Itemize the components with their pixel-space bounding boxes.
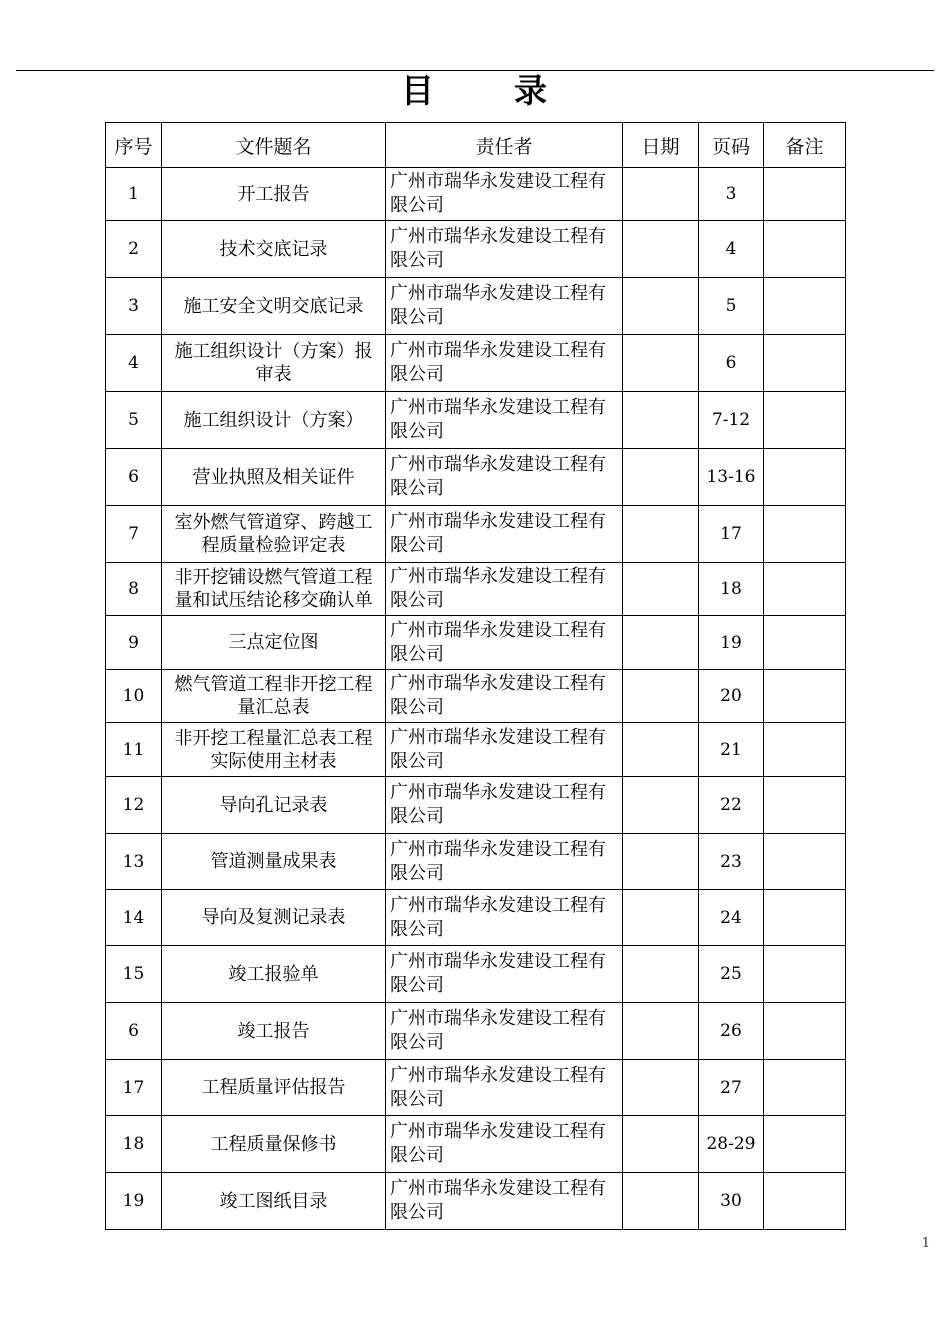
cell-note xyxy=(764,506,846,563)
cell-date xyxy=(623,506,699,563)
cell-title: 非开挖铺设燃气管道工程量和试压结论移交确认单 xyxy=(162,563,386,616)
table-row xyxy=(106,168,846,221)
cell-page: 18 xyxy=(699,563,764,616)
cell-responsible: 广州市瑞华永发建设工程有限公司 xyxy=(386,1116,623,1173)
cell-title: 燃气管道工程非开挖工程量汇总表 xyxy=(162,670,386,723)
cell-date xyxy=(623,616,699,670)
cell-responsible: 广州市瑞华永发建设工程有限公司 xyxy=(386,834,623,890)
cell-responsible: 广州市瑞华永发建设工程有限公司 xyxy=(386,392,623,449)
header-no: 序号 xyxy=(106,123,162,168)
cell-date xyxy=(623,168,699,221)
cell-no: 18 xyxy=(106,1116,162,1173)
cell-no: 12 xyxy=(106,777,162,834)
cell-date xyxy=(623,278,699,335)
header-responsible: 责任者 xyxy=(386,123,623,168)
cell-page: 30 xyxy=(699,1173,764,1230)
cell-title: 施工组织设计（方案）报审表 xyxy=(162,335,386,392)
cell-title: 室外燃气管道穿、跨越工程质量检验评定表 xyxy=(162,506,386,563)
cell-no: 1 xyxy=(106,168,162,221)
header-date: 日期 xyxy=(623,123,699,168)
cell-date xyxy=(623,1173,699,1230)
cell-title: 施工安全文明交底记录 xyxy=(162,278,386,335)
cell-note xyxy=(764,723,846,777)
cell-title: 竣工图纸目录 xyxy=(162,1173,386,1230)
cell-page: 20 xyxy=(699,670,764,723)
cell-page: 13-16 xyxy=(699,449,764,506)
table-row xyxy=(106,890,846,946)
cell-page: 3 xyxy=(699,168,764,221)
cell-no: 4 xyxy=(106,335,162,392)
cell-responsible: 广州市瑞华永发建设工程有限公司 xyxy=(386,616,623,670)
cell-date xyxy=(623,946,699,1003)
cell-note xyxy=(764,1003,846,1060)
cell-no: 19 xyxy=(106,1173,162,1230)
cell-date xyxy=(623,890,699,946)
cell-no: 2 xyxy=(106,221,162,278)
cell-note xyxy=(764,890,846,946)
table-row xyxy=(106,834,846,890)
cell-date xyxy=(623,449,699,506)
cell-title: 非开挖工程量汇总表工程实际使用主材表 xyxy=(162,723,386,777)
header-note: 备注 xyxy=(764,123,846,168)
cell-page: 24 xyxy=(699,890,764,946)
cell-no: 6 xyxy=(106,1003,162,1060)
cell-note xyxy=(764,1173,846,1230)
page-title-char-2: 录 xyxy=(514,70,549,110)
cell-date xyxy=(623,563,699,616)
cell-page: 26 xyxy=(699,1003,764,1060)
cell-no: 10 xyxy=(106,670,162,723)
cell-no: 15 xyxy=(106,946,162,1003)
cell-note xyxy=(764,1116,846,1173)
cell-responsible: 广州市瑞华永发建设工程有限公司 xyxy=(386,670,623,723)
cell-page: 22 xyxy=(699,777,764,834)
cell-page: 23 xyxy=(699,834,764,890)
cell-note xyxy=(764,563,846,616)
page-title xyxy=(0,64,950,112)
cell-responsible: 广州市瑞华永发建设工程有限公司 xyxy=(386,723,623,777)
cell-date xyxy=(623,1003,699,1060)
cell-no: 11 xyxy=(106,723,162,777)
cell-no: 9 xyxy=(106,616,162,670)
cell-note xyxy=(764,168,846,221)
header-title: 文件题名 xyxy=(162,123,386,168)
cell-responsible: 广州市瑞华永发建设工程有限公司 xyxy=(386,1173,623,1230)
cell-page: 27 xyxy=(699,1060,764,1116)
table-row xyxy=(106,777,846,834)
cell-page: 4 xyxy=(699,221,764,278)
cell-no: 14 xyxy=(106,890,162,946)
cell-title: 开工报告 xyxy=(162,168,386,221)
cell-responsible: 广州市瑞华永发建设工程有限公司 xyxy=(386,335,623,392)
table-row xyxy=(106,1173,846,1230)
cell-note xyxy=(764,278,846,335)
page-title-char-1: 目 xyxy=(401,70,436,110)
cell-page: 5 xyxy=(699,278,764,335)
cell-page: 17 xyxy=(699,506,764,563)
cell-page: 7-12 xyxy=(699,392,764,449)
cell-date xyxy=(623,834,699,890)
header-page: 页码 xyxy=(699,123,764,168)
table-row xyxy=(106,506,846,563)
cell-page: 21 xyxy=(699,723,764,777)
table-row xyxy=(106,1116,846,1173)
cell-responsible: 广州市瑞华永发建设工程有限公司 xyxy=(386,890,623,946)
cell-note xyxy=(764,392,846,449)
cell-title: 管道测量成果表 xyxy=(162,834,386,890)
cell-responsible: 广州市瑞华永发建设工程有限公司 xyxy=(386,278,623,335)
toc-body xyxy=(106,168,846,1230)
cell-note xyxy=(764,1060,846,1116)
cell-page: 28-29 xyxy=(699,1116,764,1173)
table-row xyxy=(106,563,846,616)
cell-date xyxy=(623,335,699,392)
cell-note xyxy=(764,777,846,834)
cell-date xyxy=(623,1116,699,1173)
cell-responsible: 广州市瑞华永发建设工程有限公司 xyxy=(386,777,623,834)
cell-note xyxy=(764,449,846,506)
cell-responsible: 广州市瑞华永发建设工程有限公司 xyxy=(386,946,623,1003)
cell-no: 8 xyxy=(106,563,162,616)
cell-date xyxy=(623,723,699,777)
cell-title: 导向及复测记录表 xyxy=(162,890,386,946)
cell-page: 25 xyxy=(699,946,764,1003)
cell-page: 6 xyxy=(699,335,764,392)
cell-note xyxy=(764,670,846,723)
cell-responsible: 广州市瑞华永发建设工程有限公司 xyxy=(386,221,623,278)
table-row xyxy=(106,670,846,723)
table-row xyxy=(106,278,846,335)
table-row xyxy=(106,1060,846,1116)
cell-no: 6 xyxy=(106,449,162,506)
table-row xyxy=(106,616,846,670)
cell-no: 13 xyxy=(106,834,162,890)
cell-responsible: 广州市瑞华永发建设工程有限公司 xyxy=(386,506,623,563)
cell-date xyxy=(623,670,699,723)
cell-no: 7 xyxy=(106,506,162,563)
cell-responsible: 广州市瑞华永发建设工程有限公司 xyxy=(386,563,623,616)
cell-title: 工程质量保修书 xyxy=(162,1116,386,1173)
cell-date xyxy=(623,221,699,278)
cell-date xyxy=(623,777,699,834)
cell-note xyxy=(764,335,846,392)
toc-table xyxy=(105,122,846,1230)
table-row xyxy=(106,221,846,278)
page-number: 1 xyxy=(921,1236,930,1251)
cell-responsible: 广州市瑞华永发建设工程有限公司 xyxy=(386,168,623,221)
cell-note xyxy=(764,946,846,1003)
cell-page: 19 xyxy=(699,616,764,670)
cell-date xyxy=(623,1060,699,1116)
cell-note xyxy=(764,221,846,278)
table-row xyxy=(106,449,846,506)
cell-note xyxy=(764,616,846,670)
cell-title: 营业执照及相关证件 xyxy=(162,449,386,506)
cell-no: 5 xyxy=(106,392,162,449)
cell-title: 导向孔记录表 xyxy=(162,777,386,834)
cell-responsible: 广州市瑞华永发建设工程有限公司 xyxy=(386,1060,623,1116)
cell-note xyxy=(764,834,846,890)
cell-title: 工程质量评估报告 xyxy=(162,1060,386,1116)
cell-title: 施工组织设计（方案） xyxy=(162,392,386,449)
cell-no: 3 xyxy=(106,278,162,335)
cell-date xyxy=(623,392,699,449)
cell-responsible: 广州市瑞华永发建设工程有限公司 xyxy=(386,1003,623,1060)
toc-header-row xyxy=(106,123,846,168)
table-row xyxy=(106,335,846,392)
cell-no: 17 xyxy=(106,1060,162,1116)
cell-title: 三点定位图 xyxy=(162,616,386,670)
cell-title: 竣工报验单 xyxy=(162,946,386,1003)
table-row xyxy=(106,946,846,1003)
table-row xyxy=(106,1003,846,1060)
cell-responsible: 广州市瑞华永发建设工程有限公司 xyxy=(386,449,623,506)
table-row xyxy=(106,723,846,777)
cell-title: 技术交底记录 xyxy=(162,221,386,278)
table-row xyxy=(106,392,846,449)
cell-title: 竣工报告 xyxy=(162,1003,386,1060)
